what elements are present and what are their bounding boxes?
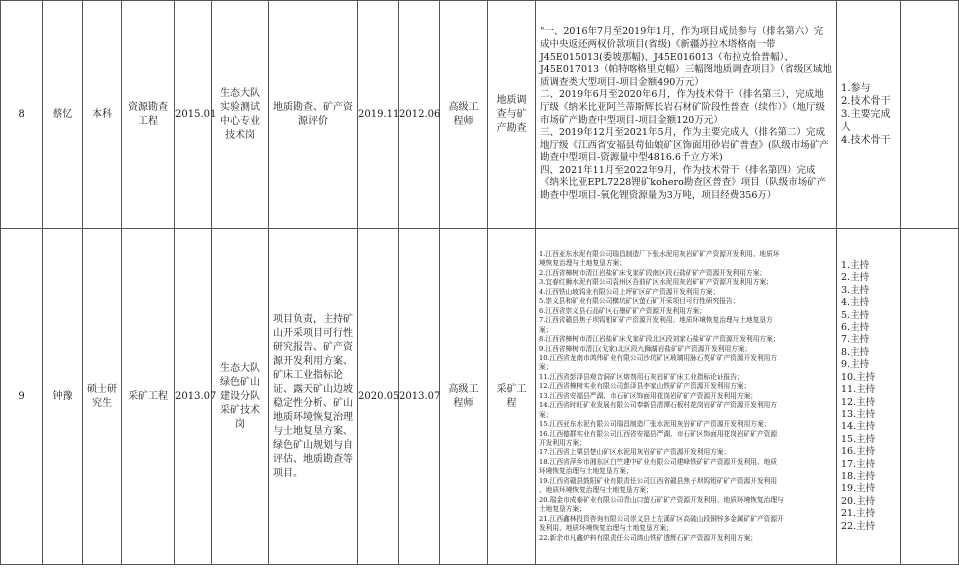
project-line: 3.宜春红狮水泥有限公司袁州区吾前矿区水泥用灰岩矿矿产资源开发利用方案； — [539, 278, 773, 287]
project-line: 4.江西铁山坡钨业有限公司上坪矿区矿产资源开发利用方案； — [539, 287, 720, 296]
project-line: 18.江西省萍乡市湘东区白竺建中矿业有限公司建峰铁矿矿产资源开发利用、地质 — [539, 457, 778, 466]
role-item: 1.主持 — [841, 260, 870, 272]
work-unit: 生态大队实验测试中心专业技术岗 — [212, 1, 269, 229]
project-line: 境恢复治理与土地复垦方案； — [539, 259, 626, 268]
major: 资源勘查工程 — [122, 1, 175, 229]
project-line: 12.江西省樟树实业有限公司彭泽县李家山铁矿矿产资源开发利用方案； — [539, 382, 751, 391]
project-line: 、地质环境恢复治理与土地复垦方案； — [539, 486, 653, 495]
specialty: 采矿工程 — [488, 229, 536, 565]
project-line: 开发利用方案； — [539, 439, 586, 448]
person-name: 蔡忆 — [43, 1, 83, 229]
entry-date: 2020.05 — [358, 229, 399, 565]
row-number: 8 — [1, 1, 43, 229]
project-line: 案； — [539, 410, 553, 419]
role-item: 3.主持 — [841, 284, 870, 296]
role-item: 3.主要完成人 — [841, 109, 891, 133]
role-item: 8.主持 — [841, 346, 870, 358]
project-line: 发利用、地质环境恢复治理与土地复垦方案； — [539, 524, 673, 533]
graduation-date: 2013.07 — [175, 229, 212, 565]
role-item: 5.主持 — [841, 309, 870, 321]
role-item: 13.主持 — [841, 408, 876, 420]
table-row — [1, 229, 959, 565]
project-line: 17.江西省上栗县楚山矿区水泥用灰岩矿矿产资源开发利用方案； — [539, 448, 731, 457]
project-experience — [536, 229, 837, 565]
project-line: 11.江西省彭泽县观音洞矿区熔剂用石灰岩矿矿床工业指标论证报告； — [539, 372, 744, 381]
role-item: 9.主持 — [841, 359, 870, 371]
project-line: 2.江西省樟树市清江岩盐矿床戈家矿段南区段石盐矿矿产资源开发利用方案； — [539, 268, 767, 277]
role-item: 17.主持 — [841, 458, 876, 470]
work-unit: 生态大队绿色矿山建设分队采矿技术岗 — [212, 229, 269, 565]
role-item: 14.主持 — [841, 421, 876, 433]
project-line: 20.瑞金市成泰矿业有限公司青山口萤石矿矿产资源开发利用、地质环境恢复治理与 — [539, 495, 784, 504]
major: 采矿工程 — [122, 229, 175, 565]
row-number: 9 — [1, 229, 43, 565]
role-item: 21.主持 — [841, 508, 876, 520]
specialty: 地质调查与矿产勘查 — [488, 1, 536, 229]
education: 硕士研究生 — [83, 229, 122, 565]
project-line: 8.江西省樟树市清江岩盐矿床戈家矿段北区段刘家石盐矿矿产资源开发利用方案； — [539, 335, 780, 344]
graduation-date: 2015.01 — [175, 1, 212, 229]
role-item: 2.主持 — [841, 272, 870, 284]
entry-date: 2019.11 — [358, 1, 399, 229]
title-date: 2013.07 — [399, 229, 440, 565]
professional-title: 高级工程师 — [440, 1, 488, 229]
project-line: 1.江西亚东水泥有限公司瑞昌制造厂下张水泥用灰岩矿矿产资源开发利用、地质环 — [539, 249, 780, 258]
project-line: 15.江西亚东水泥有限公司瑞昌制造厂张水泥用灰岩矿矿产资源开发利用方案； — [539, 420, 771, 429]
role-item: 19.主持 — [841, 483, 876, 495]
role-item: 22.主持 — [841, 520, 876, 532]
project-line: 13.江西省安福县严湖、市石矿区饰面用花岗岩矿矿产资源开发利用方案； — [539, 391, 757, 400]
role-item: 7.主持 — [841, 334, 870, 346]
role-item: 4.主持 — [841, 297, 870, 309]
table-row — [1, 1, 959, 229]
project-line: 10.江西省龙南市鸿伟矿业有限公司沙坑矿区玻璃用脉石英矿矿产资源开发利用方 — [539, 353, 778, 362]
role-item: 15.主持 — [841, 433, 876, 445]
role-item: 20.主持 — [841, 495, 876, 507]
role-item: 4.技术骨干 — [841, 135, 891, 146]
current-job: 项目负责，主持矿山开采项目可行性研究报告、矿产资源开发利用方案、矿床工业指标论证、露天矿山边坡稳定性分析、矿山地质环境恢复治理与土地复垦方案、绿色矿山规划与自评估、地质勘查等项目。 — [269, 229, 358, 565]
project-experience: "一、2016年7月至2019年1月，作为项目成员参与（排名第六）完成中央返还两权价款项目(省级)《新疆苏拉木塔格南一带J45E015013(委坡那幅)、J45E016013（布拉克恰普幅）、J45E017013（帕特喀格里克幅）三幅图地质调查项目》（省级区域地质调查类大型项目-项目金额490万元） 二、2019年6月至2020年6月，作为技术骨干（排名第三），完成地厅级《纳米比亚阿兰蒂斯辉长岩石材矿阶段性普查（续作）》（地厅级市场矿产勘查中型项目-项目金额120万元） 三、2019年12月至2021年5月，作为主要完成人（排名第二）完成地厅级《江西省安福县苟仙娘矿区饰面用砂岩矿普查》(队级市场矿产勘查中型项目-资源量中型4816.6千立方米) 四、2021年11月至2022年9月，作为技术骨干（排名第四）完成《纳米比亚EPL7228锂矿kohero勘查区普查》项目（队级市场矿产勘查中型项目-氧化锂资源量为3万吨，项目经费356万） — [536, 1, 837, 229]
role-item: 1.参与 — [841, 83, 871, 94]
project-line: 14.江西省时旺矿业发展有限公司奉新县清潭石板村花岗岩矿矿产资源开发利用方 — [539, 401, 778, 410]
current-job: 地质勘查、矿产资源评价 — [269, 1, 358, 229]
project-line: 21.江西鑫林投资咨询有限公司崇义县上左溪矿区高硫山段铜锌多金属矿矿产资源开 — [539, 514, 784, 523]
project-line: 16.江西德群实业有限公司江西省安福县严湖、市石矿区饰面用花岗岩矿矿产资源 — [539, 429, 778, 438]
project-line: 5.崇义县和矿业有限公司横坑矿区萤石矿开采项目可行性研究报告； — [539, 297, 740, 306]
project-line: 案； — [539, 325, 553, 334]
project-line: 22.新余市凡鑫炉料有限责任公司鸽山铁矿透辉石矿产资源开发利用方案； — [539, 533, 757, 542]
role-item: 6.主持 — [841, 322, 870, 334]
project-line: 9.江西省樟树市清江(戈家)北区段九狮湖岩盐矿矿产资源开发利用方案； — [539, 344, 752, 353]
project-line: 19.江西省赣县鼓阳矿业有限责任公司江西省赣县焦子坝钨钼矿矿产资源开发利用 — [539, 476, 778, 485]
project-line: 案； — [539, 363, 553, 372]
project-line: 7.江西省赣县焦子坝钨钼矿矿产资源开发利用、地质环境恢复治理与土地复垦方 — [539, 316, 773, 325]
project-roles — [837, 1, 901, 229]
role-item: 16.主持 — [841, 446, 876, 458]
role-item: 11.主持 — [841, 384, 876, 396]
role-item: 12.主持 — [841, 396, 876, 408]
education: 本科 — [83, 1, 122, 229]
title-date: 2012.06 — [399, 1, 440, 229]
empty-cell — [901, 229, 959, 565]
role-item: 2.技术骨干 — [841, 96, 891, 107]
project-line: 土地复垦方案； — [539, 505, 586, 514]
person-name: 钟豫 — [43, 229, 83, 565]
role-item: 18.主持 — [841, 470, 876, 482]
empty-cell — [901, 1, 959, 229]
professional-title: 高级工程师 — [440, 229, 488, 565]
project-line: 6.江西省崇义县石品矿区石墨矿矿产资源开发利用方案； — [539, 306, 706, 315]
project-line: 环境恢复治理与土地复垦方案； — [539, 467, 633, 476]
project-roles — [837, 229, 901, 565]
role-item: 10.主持 — [841, 371, 876, 383]
